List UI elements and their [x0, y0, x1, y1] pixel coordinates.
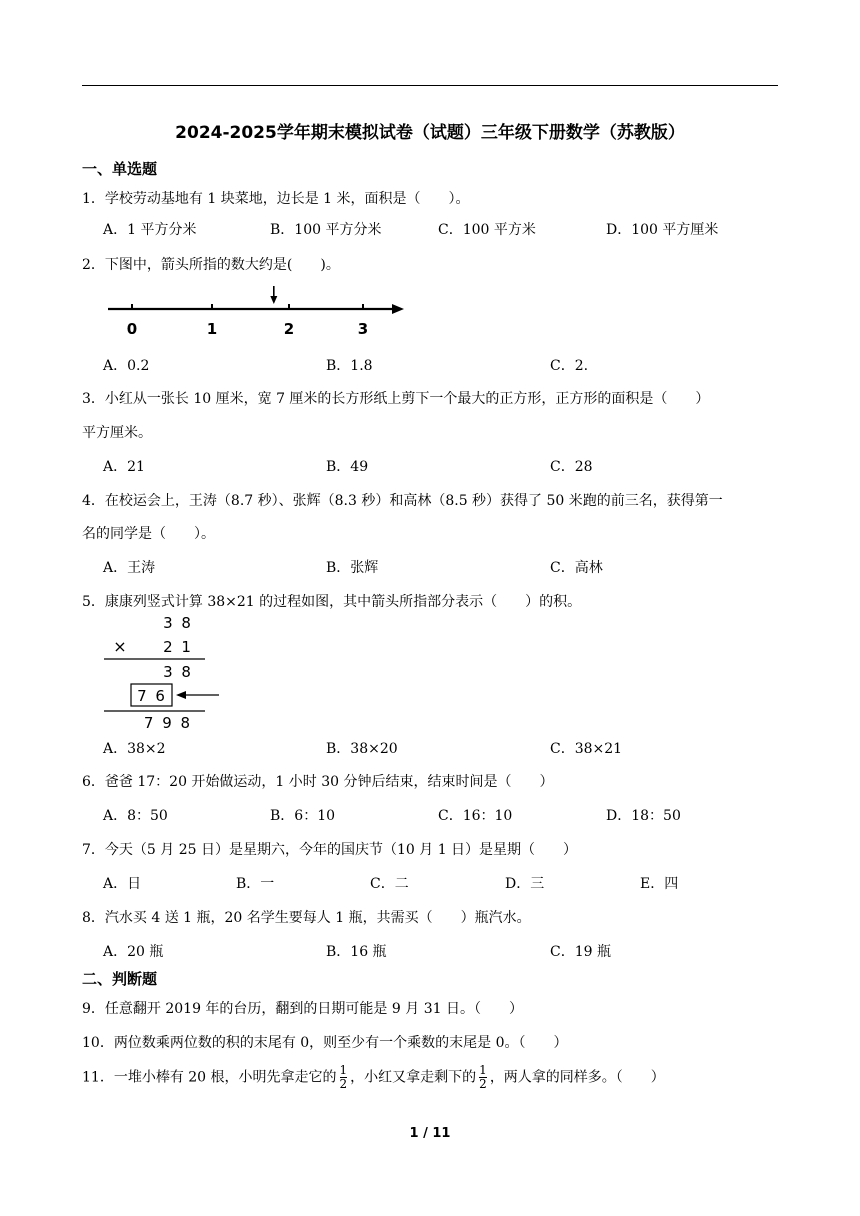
number-line-figure [100, 282, 410, 342]
question-6-option-a[interactable]: A．8：50 [103, 808, 168, 824]
question-1-option-c[interactable]: C．100 平方米 [438, 222, 536, 238]
fraction-one-half-second [479, 1064, 487, 1091]
question-4-text-line1: 4．在校运会上，王涛（8.7 秒）、张辉（8.3 秒）和高林（8.5 秒）获得了 50 米跑的前三名，获得第一 [82, 493, 723, 509]
fraction-one-half [340, 1064, 348, 1091]
fraction-denominator-second: 2 [479, 1077, 487, 1091]
question-3-option-a[interactable]: A．21 [103, 459, 145, 475]
question-8-option-a[interactable]: A．20 瓶 [103, 944, 164, 960]
question-11-part1: 11．一堆小棒有 20 根，小明先拿走它的 [82, 1069, 337, 1086]
pointer-arrow-icon [270, 286, 277, 304]
tick-label-1: 1 [206, 320, 218, 338]
question-3-option-c[interactable]: C．28 [550, 459, 593, 475]
page-title: 2024-2025学年期末模拟试卷（试题）三年级下册数学（苏教版） [175, 123, 685, 143]
question-6-option-b[interactable]: B．6：10 [270, 808, 336, 824]
header-rule [82, 85, 778, 86]
question-11-text [82, 1064, 665, 1091]
question-10-text: 10．两位数乘两位数的积的末尾有 0，则至少有一个乘数的末尾是 0。（ ） [82, 1035, 568, 1051]
question-1-option-b[interactable]: B．100 平方分米 [270, 222, 382, 238]
question-8-option-b[interactable]: B．16 瓶 [326, 944, 387, 960]
question-7-option-d[interactable]: D．三 [505, 876, 545, 892]
tick-label-2: 2 [283, 320, 295, 338]
fraction-numerator: 1 [339, 1063, 348, 1077]
question-7-option-a[interactable]: A．日 [103, 876, 142, 892]
question-1-option-d[interactable]: D．100 平方厘米 [606, 222, 719, 238]
calc-row-multiplier: 2 1 [163, 638, 193, 656]
question-11-part3: ，两人拿的同样多。（ ） [489, 1069, 665, 1086]
question-8-option-c[interactable]: C．19 瓶 [550, 944, 611, 960]
calc-pointer-arrow-icon [176, 691, 186, 699]
question-5-text: 5．康康列竖式计算 38×21 的过程如图，其中箭头所指部分表示（ ）的积。 [82, 594, 582, 610]
question-7-option-c[interactable]: C．二 [370, 876, 409, 892]
question-2-option-c[interactable]: C．2. [550, 358, 589, 374]
question-4-option-b[interactable]: B．张辉 [326, 560, 379, 576]
question-9-text: 9．任意翻开 2019 年的台历，翻到的日期可能是 9 月 31 日。（ ） [82, 1001, 523, 1017]
section-heading-true-false: 二、判断题 [82, 970, 158, 988]
tick-label-0: 0 [126, 320, 138, 338]
fraction-denominator: 2 [339, 1077, 348, 1091]
question-2-text: 2．下图中，箭头所指的数大约是( )。 [82, 257, 340, 273]
calc-product: 7 9 8 [143, 714, 193, 732]
question-7-option-e[interactable]: E．四 [640, 876, 679, 892]
question-6-option-c[interactable]: C．16：10 [438, 808, 513, 824]
question-2-option-b[interactable]: B．1.8 [326, 358, 373, 374]
question-2-option-a[interactable]: A．0.2 [103, 358, 150, 374]
question-1-text: 1．学校劳动基地有 1 块菜地，边长是 1 米，面积是（ ）。 [82, 191, 470, 207]
question-6-option-d[interactable]: D．18：50 [606, 808, 681, 824]
question-6-text: 6．爸爸 17：20 开始做运动，1 小时 30 分钟后结束，结束时间是（ ） [82, 774, 554, 790]
question-8-text: 8．汽水买 4 送 1 瓶，20 名学生要每人 1 瓶，共需买（ ）瓶汽水。 [82, 910, 531, 926]
calc-partial-product-2: 7 6 [137, 687, 167, 705]
question-3-text-line1: 3．小红从一张长 10 厘米，宽 7 厘米的长方形纸上剪下一个最大的正方形，正方形的面积是（ ） [82, 391, 710, 407]
page-number: 1 / 11 [409, 1126, 451, 1141]
fraction-numerator-second: 1 [479, 1063, 487, 1077]
question-5-option-b[interactable]: B．38×20 [326, 741, 398, 757]
question-11-part2: ，小红又拿走剩下的 [350, 1069, 477, 1086]
number-line-arrowhead [392, 304, 404, 314]
question-5-option-a[interactable]: A．38×2 [103, 741, 166, 757]
section-heading-single-choice: 一、单选题 [82, 160, 158, 178]
question-4-option-c[interactable]: C．高林 [550, 560, 603, 576]
question-1-option-a[interactable]: A．1 平方分米 [103, 222, 197, 238]
question-3-text-line2: 平方厘米。 [82, 425, 152, 441]
question-4-text-line2: 名的同学是（ ）。 [82, 526, 215, 542]
calc-multiply-sign: × [113, 637, 127, 656]
question-7-text: 7．今天（5 月 25 日）是星期六，今年的国庆节（10 月 1 日）是星期（ ） [82, 842, 578, 858]
calc-partial-product-1: 3 8 [163, 663, 193, 681]
question-5-option-c[interactable]: C．38×21 [550, 741, 623, 757]
question-3-option-b[interactable]: B．49 [326, 459, 369, 475]
calc-row-multiplicand: 3 8 [163, 614, 193, 632]
question-4-option-a[interactable]: A．王涛 [103, 560, 156, 576]
tick-label-3: 3 [357, 320, 369, 338]
vertical-multiplication-figure [98, 610, 228, 732]
question-7-option-b[interactable]: B．一 [236, 876, 275, 892]
